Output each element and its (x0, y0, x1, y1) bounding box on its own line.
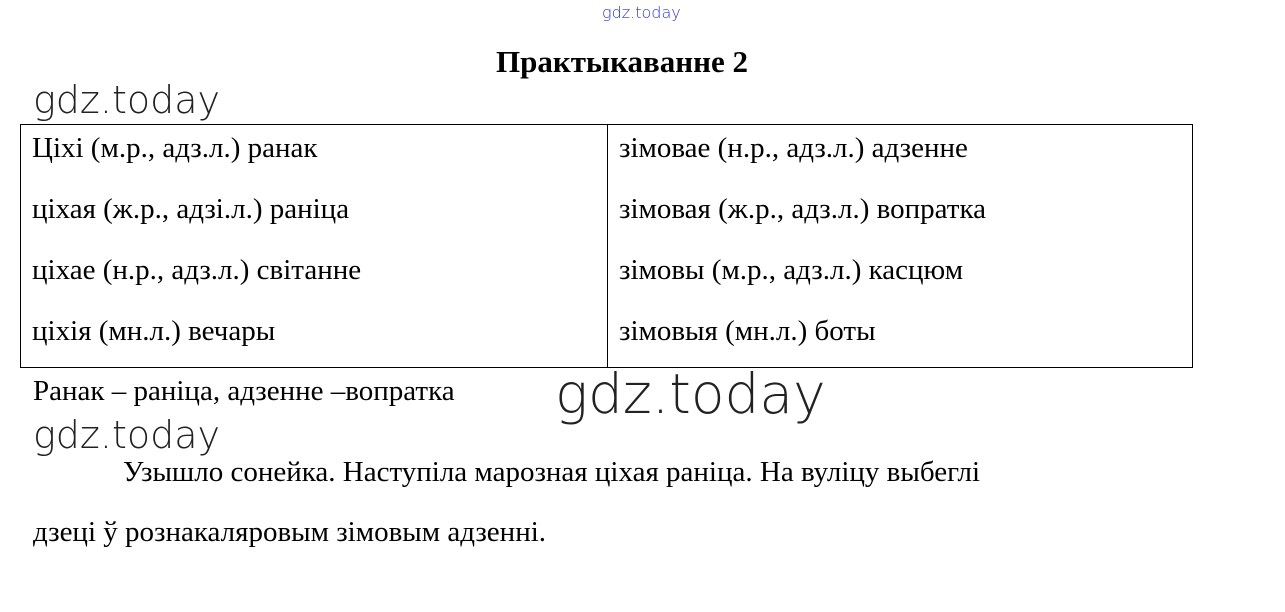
table-column-left (32, 130, 361, 374)
word-pairs-line: Ранак – раніца, адзенне –вопратка (33, 375, 455, 407)
paragraph-line-2: дзеці ў рознакаляровым зімовым адзенні. (33, 516, 547, 548)
table-cell: Ціхі (м.р., адз.л.) ранак (32, 132, 318, 164)
paragraph-line-1: Узышло сонейка. Наступіла марозная ціхая раніца. На вуліцу выбеглі (123, 456, 981, 488)
table-cell: ціхія (мн.л.) вечары (32, 315, 276, 347)
exercise-title: Практыкаванне 2 (495, 44, 748, 79)
watermark-center: gdz.today (555, 362, 826, 426)
watermark-left-upper: gdz.today (33, 78, 220, 122)
table-cell: зімовыя (мн.л.) боты (619, 315, 876, 347)
table-cell: зімовае (н.р., адз.л.) адзенне (619, 132, 968, 164)
word-table (20, 124, 1193, 368)
table-cell: ціхая (ж.р., адзі.л.) раніца (32, 193, 350, 225)
table-divider (607, 125, 608, 367)
watermark-top: gdz.today (602, 3, 681, 22)
table-cell: ціхае (н.р., адз.л.) світанне (32, 254, 362, 286)
table-column-right (619, 130, 986, 374)
table-cell: зімовы (м.р., адз.л.) касцюм (619, 254, 964, 286)
table-cell: зімовая (ж.р., адз.л.) вопратка (619, 193, 986, 225)
watermark-left-lower: gdz.today (33, 413, 220, 457)
